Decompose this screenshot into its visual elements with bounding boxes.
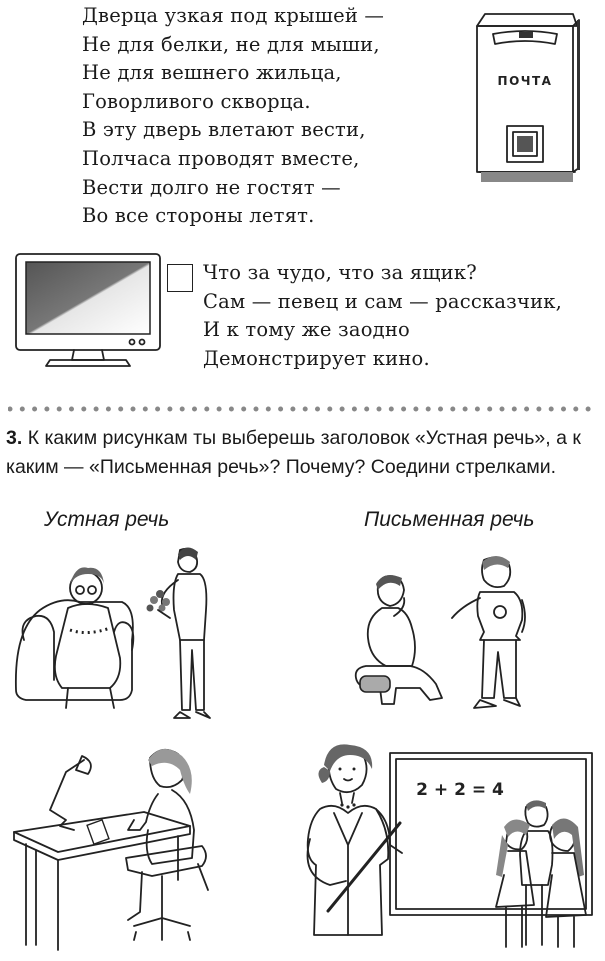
poem-line: Сам — певец и сам — рассказчик,	[203, 289, 563, 313]
heading-oral-speech: Устная речь	[44, 508, 170, 531]
teacher-at-blackboard[interactable]	[290, 735, 600, 955]
heading-written-speech: Письменная речь	[364, 508, 535, 531]
poem-line: Говорливого скворца.	[82, 89, 311, 113]
poem-line: Во все стороны летят.	[82, 204, 315, 228]
tv-illustration	[14, 252, 162, 370]
dotted-divider	[8, 404, 600, 414]
poem-line: В эту дверь влетают вести,	[82, 118, 366, 142]
riddle-mailbox-poem	[82, 2, 384, 231]
girl-writing-at-desk[interactable]	[12, 740, 222, 955]
answer-checkbox[interactable]	[167, 264, 193, 292]
task-3	[6, 424, 602, 481]
two-boys-talking[interactable]	[350, 548, 540, 718]
mailbox-label: ПОЧТА	[497, 74, 553, 88]
riddle-tv-poem	[203, 259, 562, 373]
mailbox-illustration	[465, 8, 585, 186]
board-equation: 2 + 2 = 4	[416, 780, 504, 800]
grandma-and-boy-with-flowers[interactable]	[10, 540, 225, 730]
task-text: К каким рисункам ты выберешь заголовок «Устная речь», а к каким — «Письменная речь»? Почему? Соедини стрелками.	[6, 427, 581, 478]
poem-line: Не для белки, не для мыши,	[82, 32, 380, 56]
poem-line: И к тому же заодно	[203, 318, 410, 342]
poem-line: Вести долго не гостят —	[82, 175, 341, 199]
poem-line: Не для вешнего жильца,	[82, 61, 342, 85]
poem-line: Полчаса проводят вместе,	[82, 146, 360, 170]
task-number: 3.	[6, 427, 23, 449]
poem-line: Дверца узкая под крышей —	[82, 4, 385, 27]
poem-line: Демонстрирует кино.	[203, 346, 430, 370]
poem-line: Что за чудо, что за ящик?	[203, 261, 477, 284]
